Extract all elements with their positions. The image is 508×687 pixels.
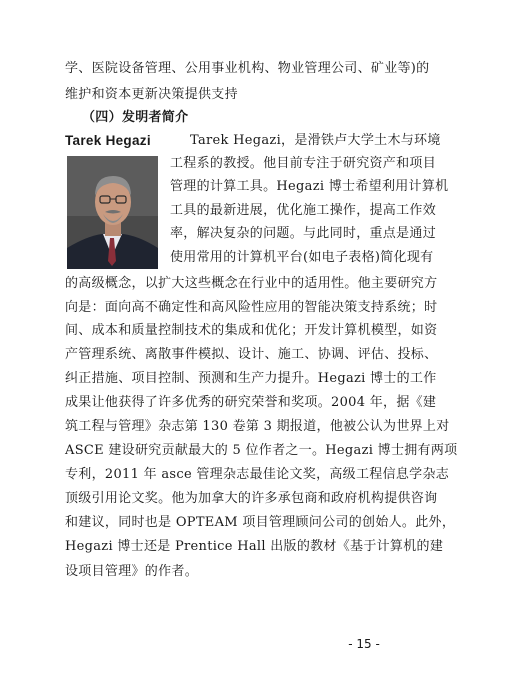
text-line: 纠正措施、项目控制、预测和生产力提升。Hegazi 博士的工作	[65, 371, 437, 386]
text-line: 和建议，同时也是 OPTEAM 项目管理顾问公司的创始人。此外，	[65, 515, 456, 530]
text-line: 的高级概念，以扩大这些概念在行业中的适用性。他主要研究方	[65, 276, 438, 291]
text-line: 工程系的教授。他目前专注于研究资产和项目	[170, 156, 437, 171]
text-line: 率，解决复杂的问题。与此同时，重点是通过	[170, 226, 437, 241]
text-line: Tarek Hegazi，是滑铁卢大学土木与环境	[190, 133, 441, 148]
text-line: ASCE 建设研究贡献最大的 5 位作者之一。Hegazi 博士拥有两项	[65, 443, 458, 458]
text-line: 专利，2011 年 asce 管理杂志最佳论文奖，高级工程信息学杂志	[65, 467, 450, 482]
text-line: 工具的最新进展，优化施工操作，提高工作效	[170, 203, 437, 218]
text-line: 管理的计算工具。Hegazi 博士希望利用计算机	[170, 179, 449, 194]
text-line: 产管理系统、离散事件模拟、设计、施工、协调、评估、投标、	[65, 347, 438, 362]
text-line: 使用常用的计算机平台(如电子表格)简化现有	[170, 250, 434, 265]
text-line: Hegazi 博士还是 Prentice Hall 出版的教材《基于计算机的建	[65, 539, 444, 554]
text-line: 顶级引用论文奖。他为加拿大的许多承包商和政府机构提供咨询	[65, 491, 438, 506]
section-heading: （四）发明者简介	[82, 110, 189, 125]
text-line: 维护和资本更新决策提供支持	[65, 87, 238, 102]
text-line: 向是：面向高不确定性和高风险性应用的智能决策支持系统；时	[65, 300, 438, 315]
text-line: 学、医院设备管理、公用事业机构、物业管理公司、矿业等)的	[65, 61, 430, 76]
text-line: 设项目管理》的作者。	[65, 564, 199, 579]
text-line: 筑工程与管理》杂志第 130 卷第 3 期报道，他被公认为世界上对	[65, 419, 450, 434]
page-number: - 15 -	[348, 637, 380, 651]
inventor-name: Tarek Hegazi	[65, 133, 151, 148]
inventor-portrait-photo	[67, 156, 158, 269]
text-line: 成果让他获得了许多优秀的研究荣誉和奖项。2004 年，据《建	[65, 395, 437, 410]
text-line: 间、成本和质量控制技术的集成和优化；开发计算机模型，如资	[65, 323, 438, 338]
